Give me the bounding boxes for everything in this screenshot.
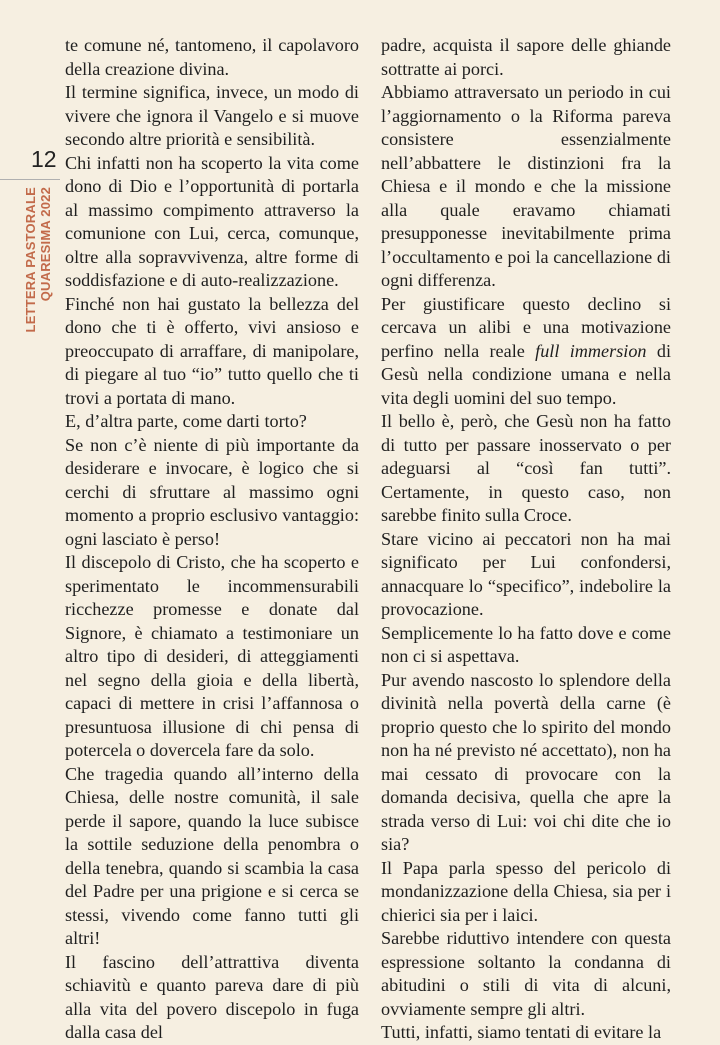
paragraph: E, d’altra parte, come darti torto?	[65, 411, 307, 431]
paragraph: Semplicemente lo ha fatto dove e come non ci si aspettava.	[381, 622, 671, 666]
paragraph: te comune né, tantomeno, il capolavoro della creazione divina.	[65, 35, 359, 79]
paragraph: Chi infatti non ha scoperto la vita come dono di Dio e l’opportunità di portarla al massimo compimento attraverso la comunione con Lui, cerca, comunque, oltre alla sopravvivenza, altre forme di soddisfazione e di auto-realizzazione.	[65, 152, 359, 290]
paragraph-with-italic	[381, 293, 671, 411]
paragraph: Il bello è, però, che Gesù non ha fatto di tutto per passare inosservato o per adeguarsi al “così fan tutti”. Certamente, in questo caso, non sarebbe finito sulla Croce.	[381, 411, 671, 525]
paragraph: Finché non hai gustato la bellezza del dono che ti è offerto, vivi ansioso e preoccupato di arraffare, di manipolare, di piegare al tuo “io” tutto quello che ti trovi a portata di mano.	[65, 293, 359, 408]
paragraph: Il fascino dell’attrattiva diventa schiavitù e quanto pareva dare di più alla vita del povero discepolo in fuga dalla casa del	[65, 951, 359, 1042]
paragraph: Se non c’è niente di più importante da desiderare e invocare, è logico che si cerchi di sfruttare al massimo ogni momento a proprio esclusivo vantaggio: ogni lasciato è perso!	[65, 434, 359, 549]
paragraph: Sarebbe riduttivo intendere con questa espressione soltanto la condanna di abitudini o stili di vita di alcuni, ovviamente sempre gli altri.	[381, 928, 671, 1019]
left-column	[65, 34, 359, 1045]
paragraph: Il Papa parla spesso del pericolo di mondanizzazione della Chiesa, sia per i chierici sia per i laici.	[381, 857, 671, 925]
paragraph: Stare vicino ai peccatori non ha mai significato per Lui confondersi, annacquare lo “specifico”, indebolire la provocazione.	[381, 528, 671, 619]
paragraph: padre, acquista il sapore delle ghiande sottratte ai porci.	[381, 35, 671, 79]
text-run: di Gesù nella condizione umana e nella vita degli uomini del suo tempo.	[381, 340, 671, 408]
side-title-line-1: LETTERA PASTORALE	[23, 187, 38, 333]
paragraph: Abbiamo attraversato un periodo in cui l’aggiornamento o la Riforma pareva consistere essenzialmente nell’abbattere le distinzioni fra la Chiesa e il mondo e che la missione alla quale eravamo chiamati presupponesse inevitabilmente prima l’occultamento e poi la cancellazione di ogni differenza.	[381, 82, 671, 290]
paragraph: Pur avendo nascosto lo splendore della divinità nella povertà della carne (è proprio questo che lo spirito del mondo non ha né previsto né accettato), non ha mai cessato di provocare con la domanda decisiva, quella che apre la strada verso di Lui: voi chi dite che io sia?	[381, 669, 671, 854]
paragraph: Tutti, infatti, siamo tentati di evitare la	[381, 1022, 662, 1042]
side-title	[23, 187, 63, 337]
side-title-line-2: QUARESIMA 2022	[38, 187, 53, 302]
paragraph: Il discepolo di Cristo, che ha scoperto e sperimentato le incommensurabili ricchezze promesse e donate dal Signore, è chiamato a testimoniare un altro tipo di desideri, di atteggiamenti nel segno della gioia e della libertà, capaci di mettere in crisi l’affannosa o presuntuosa illusione di chi pensa di potercela o dovercela fare da solo.	[65, 552, 359, 760]
right-column	[381, 34, 671, 1045]
margin-rule	[0, 179, 60, 180]
paragraph: Che tragedia quando all’interno della Chiesa, delle nostre comunità, il sale perde il sapore, quando la luce subisce la sottile seduzione della penombra o della tenebra, quando si scambia la casa del Padre per una prigione e si cerca se stessi, vivendo come fanno tutti gli altri!	[65, 763, 359, 948]
page-number: 12	[31, 146, 57, 172]
paragraph: Il termine significa, invece, un modo di vivere che ignora il Vangelo e si muove secondo altre priorità e sensibilità.	[65, 82, 359, 149]
text-run: Per giustificare questo declino si cercava un alibi e una motivazione perfino nella reale	[381, 293, 671, 361]
italic-phrase: full immersion	[535, 340, 647, 361]
